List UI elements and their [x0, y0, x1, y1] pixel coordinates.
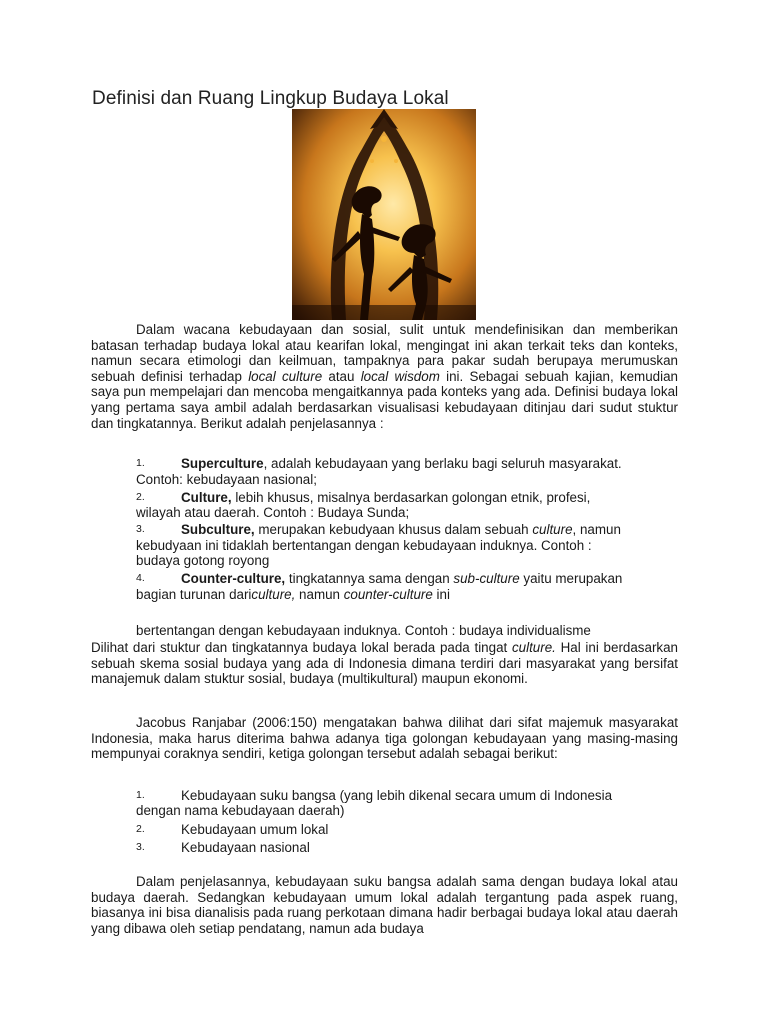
list-tail-text: bertentangan dengan kebudayaan induknya. Contoh : budaya individualisme [136, 623, 591, 638]
list-number: 2. [136, 491, 145, 503]
list-item: Kebudayaan umum lokal [181, 822, 329, 837]
list-item: Culture, lebih khusus, misalnya berdasarkan golongan etnik, profesi, [181, 490, 591, 505]
list-item: Kebudayaan nasional [181, 840, 310, 855]
list-item: Kebudayaan suku bangsa (yang lebih dikenal secara umum di Indonesia [181, 788, 613, 803]
paragraph-structure: Dilihat dari stuktur dan tingkatannya budaya lokal berada pada tingat culture. Hal ini berdasarkan sebuah skema sosial budaya yang ada di Indonesia dimana terdiri dari masyarakat yang bersifat manajemuk dalam stuktur sosial, budaya (multikultural) maupun ekonomi. [91, 640, 678, 687]
list-item-continuation: kebudyaan ini tidaklah bertentangan dengan kebudayaan induknya. Contoh : [136, 538, 592, 553]
list-number: 1. [136, 457, 145, 469]
page-title: Definisi dan Ruang Lingkup Budaya Lokal [92, 88, 449, 109]
list-item-continuation: budaya gotong royong [136, 553, 270, 568]
list-item: Counter-culture, tingkatannya sama dengan sub-culture yaitu merupakan [181, 571, 623, 586]
wayang-silhouette-graphic [292, 109, 476, 320]
list-item: Superculture, adalah kebudayaan yang berlaku bagi seluruh masyarakat. [181, 456, 622, 471]
list-item: Subculture, merupakan kebudyaan khusus dalam sebuah culture, namun [181, 522, 621, 537]
list-number: 4. [136, 572, 145, 584]
list-number: 2. [136, 823, 145, 835]
list-item-continuation: dengan nama kebudayaan daerah) [136, 803, 345, 818]
intro-paragraph: Dalam wacana kebudayaan dan sosial, sulit untuk mendefinisikan dan memberikan batasan terhadap budaya lokal atau kearifan lokal, mengingat ini akan terkait teks dan konteks, namun secara etimologi dan keilmuan, tampaknya para pakar sudah berupaya merumuskan sebuah definisi terhadap local culture atau local wisdom ini. Sebagai sebuah kajian, kemudian saya pun mempelajari dan mencoba mengaitkannya pada konteks yang ada. Definisi budaya lokal yang pertama saya ambil adalah berdasarkan visualisasi kebudayaan ditinjau dari sudut stuktur dan tingkatannya. Berikut adalah penjelasannya : [91, 322, 678, 431]
list-number: 1. [136, 789, 145, 801]
wayang-figure-image [292, 109, 476, 320]
list-item-continuation: bagian turunan dariculture, namun counter-culture ini [136, 587, 450, 602]
paragraph-explanation: Dalam penjelasannya, kebudayaan suku bangsa adalah sama dengan budaya lokal atau budaya daerah. Sedangkan kebudayaan umum lokal adalah tergantung pada aspek ruang, biasanya ini bisa dianalisis pada ruang perkotaan dimana hadir berbagai budaya lokal atau daerah yang dibawa oleh setiap pendatang, namun ada budaya [91, 874, 678, 936]
list-item-continuation: Contoh: kebudayaan nasional; [136, 472, 317, 487]
list-item-continuation: wilayah atau daerah. Contoh : Budaya Sunda; [136, 505, 410, 520]
paragraph-ranjabar: Jacobus Ranjabar (2006:150) mengatakan bahwa dilihat dari sifat majemuk masyarakat Indonesia, maka harus diterima bahwa adanya tiga golongan kebudayaan yang masing-masing mempunyai coraknya sendiri, ketiga golongan tersebut adalah sebagai berikut: [91, 715, 678, 762]
list-number: 3. [136, 841, 145, 853]
list-number: 3. [136, 523, 145, 535]
